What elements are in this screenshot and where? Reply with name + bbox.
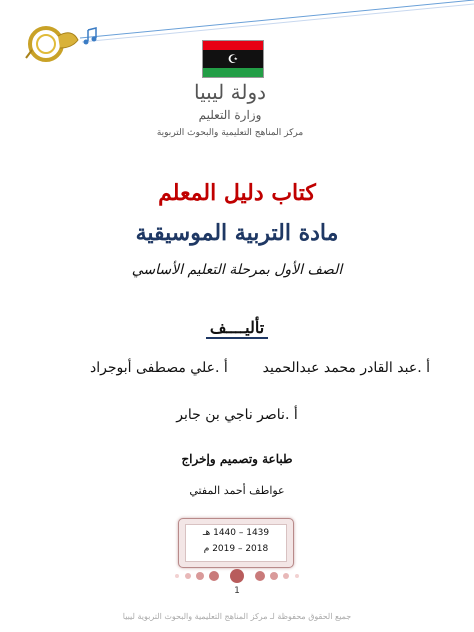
production-name: عواطف أحمد المفتي	[189, 484, 285, 497]
music-notes-icon	[82, 26, 102, 46]
footer-copyright: جميع الحقوق محفوظة لـ مركز المناهج التعليمية والبحوث التربوية ليبيا	[122, 612, 352, 621]
gregorian-date: 2018 – 2019 م	[203, 544, 269, 554]
author-1: أ .عبد القادر محمد عبدالحميد	[262, 360, 430, 376]
production-label: طباعة وتصميم وإخراج	[181, 452, 293, 466]
author-2: أ .علي مصطفى أبوجراد	[90, 360, 228, 376]
book-title: كتاب دليل المعلم	[158, 180, 316, 206]
french-horn-icon	[24, 18, 84, 68]
page-number: 1	[234, 586, 240, 596]
ministry-name: وزارة التعليم	[198, 108, 262, 122]
hijri-date: 1439 – 1440 هـ	[202, 528, 270, 538]
authors-heading: تأليــــف	[0, 318, 474, 337]
authors-row	[90, 360, 430, 376]
grade-title: الصف الأول بمرحلة التعليم الأساسي	[131, 262, 343, 278]
crescent-star-icon: ☪	[227, 52, 239, 66]
state-name: دولة ليبيا	[193, 80, 267, 104]
ministry-logo	[150, 80, 310, 142]
libya-flag	[202, 40, 264, 78]
center-name: مركز المناهج التعليمية والبحوث التربوية	[156, 128, 304, 138]
bead-divider	[0, 568, 474, 584]
date-box	[178, 518, 294, 568]
author-3: أ .ناصر ناجي بن جابر	[176, 407, 298, 423]
subject-title: مادة التربية الموسيقية	[135, 220, 339, 246]
